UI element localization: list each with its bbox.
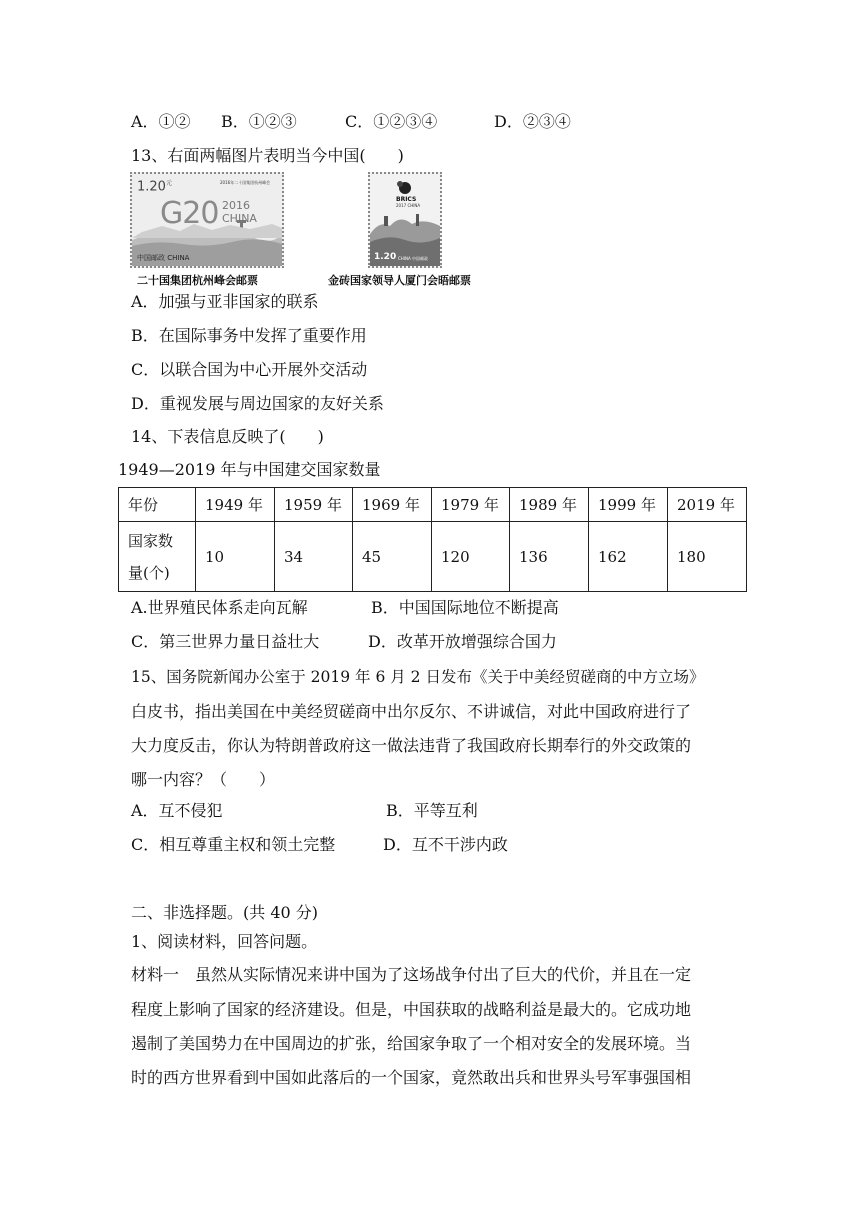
q15-option-b: B．平等互利 xyxy=(386,801,478,820)
q12-option-d: D．②③④ xyxy=(494,112,571,131)
table-row xyxy=(119,522,747,592)
q14-option-d: D．改革开放增强综合国力 xyxy=(368,632,557,651)
section2-q1-stem: 1、阅读材料，回答问题。 xyxy=(131,932,318,951)
q15-option-a: A．互不侵犯 xyxy=(131,801,223,820)
q15-stem-line2: 白皮书，指出美国在中美经贸磋商中出尔反尔、不讲诚信，对此中国政府进行了 xyxy=(131,702,692,721)
table-cell: 162 xyxy=(589,522,668,592)
q13-stem: 13、右面两幅图片表明当今中国( ) xyxy=(131,146,404,165)
brics-logo-sub: 2017 CHINA xyxy=(396,203,421,208)
g20-face-value-unit: 元 xyxy=(165,180,172,187)
q15-option-c: C．相互尊重主权和领土完整 xyxy=(131,835,336,854)
g20-stamp-caption: 二十国集团杭州峰会邮票 xyxy=(137,274,258,287)
material-line3: 遏制了美国势力在中国周边的扩张，给国家争取了一个相对安全的发展环境。当 xyxy=(131,1034,692,1053)
q13-option-b: B．在国际事务中发挥了重要作用 xyxy=(131,326,367,345)
table-header-cell: 1949 年 xyxy=(196,488,275,522)
brics-stamp-image xyxy=(368,172,442,268)
table-header-cell: 1999 年 xyxy=(589,488,668,522)
table-row-label xyxy=(119,522,196,592)
material-line2: 程度上影响了国家的经济建设。但是，中国获取的战略利益是最大的。它成功地 xyxy=(131,1000,692,1019)
row-label-line1: 国家数 xyxy=(128,531,174,550)
table-cell: 180 xyxy=(668,522,747,592)
g20-bottom-text: 中国邮政 CHINA xyxy=(137,254,190,262)
q12-option-a: A．①② xyxy=(131,112,191,131)
material-line1: 材料一 虽然从实际情况来讲中国为了这场战争付出了巨大的代价，并且在一定 xyxy=(131,965,692,984)
table-header-cell: 年份 xyxy=(119,488,196,522)
q15-stem-line4: 哪一内容？（ ） xyxy=(131,770,276,789)
g20-top-text: 2016年二十国集团杭州峰会 xyxy=(220,180,271,185)
table-header-cell: 1979 年 xyxy=(432,488,510,522)
g20-face-value xyxy=(137,178,172,194)
g20-logo-year: 2016 xyxy=(222,199,250,212)
q14-table-title: 1949—2019 年与中国建交国家数量 xyxy=(118,460,381,479)
brics-stamp-caption: 金砖国家领导人厦门会晤邮票 xyxy=(328,274,471,287)
section2-heading: 二、非选择题。(共 40 分) xyxy=(131,903,319,922)
brics-logo: BRICS xyxy=(396,196,417,203)
table-cell: 136 xyxy=(510,522,589,592)
table-cell: 34 xyxy=(275,522,353,592)
q14-stem: 14、下表信息反映了( ) xyxy=(131,427,324,446)
table-header-cell: 1969 年 xyxy=(353,488,432,522)
diplomatic-relations-table xyxy=(118,487,747,592)
table-header-cell: 1989 年 xyxy=(510,488,589,522)
table-header-cell: 1959 年 xyxy=(275,488,353,522)
g20-logo-country: CHINA xyxy=(222,212,257,225)
table-cell: 10 xyxy=(196,522,275,592)
brics-bottom-text: CHINA 中国邮政 xyxy=(398,256,428,261)
q12-option-b: B．①②③ xyxy=(221,112,297,131)
q12-option-c: C．①②③④ xyxy=(345,112,438,131)
g20-logo-main: G20 xyxy=(160,196,219,231)
table-header-row xyxy=(119,488,747,522)
table-cell: 120 xyxy=(432,522,510,592)
q13-option-a: A．加强与亚非国家的联系 xyxy=(131,292,319,311)
q14-option-c: C．第三世界力量日益壮大 xyxy=(131,632,320,651)
g20-face-value-number: 1.20 xyxy=(137,179,166,195)
material-line4: 时的西方世界看到中国如此落后的一个国家，竟然敢出兵和世界头号军事强国相 xyxy=(131,1068,692,1087)
q13-option-d: D．重视发展与周边国家的友好关系 xyxy=(131,394,384,413)
q15-stem-line1: 15、国务院新闻办公室于 2019 年 6 月 2 日发布《关于中美经贸磋商的中方立场》 xyxy=(131,668,705,686)
row-label-line2: 量(个) xyxy=(128,563,170,582)
q13-option-c: C．以联合国为中心开展外交活动 xyxy=(131,360,368,379)
q14-option-b: B．中国国际地位不断提高 xyxy=(371,598,559,617)
table-cell: 45 xyxy=(353,522,432,592)
q15-option-d: D．互不干涉内政 xyxy=(383,835,508,854)
brics-face-value: 1.20 xyxy=(374,252,397,262)
g20-stamp-image xyxy=(130,172,284,268)
q15-stem-line3: 大力度反击，你认为特朗普政府这一做法违背了我国政府长期奉行的外交政策的 xyxy=(131,736,692,755)
table-header-cell: 2019 年 xyxy=(668,488,747,522)
q14-option-a: A.世界殖民体系走向瓦解 xyxy=(131,598,308,617)
